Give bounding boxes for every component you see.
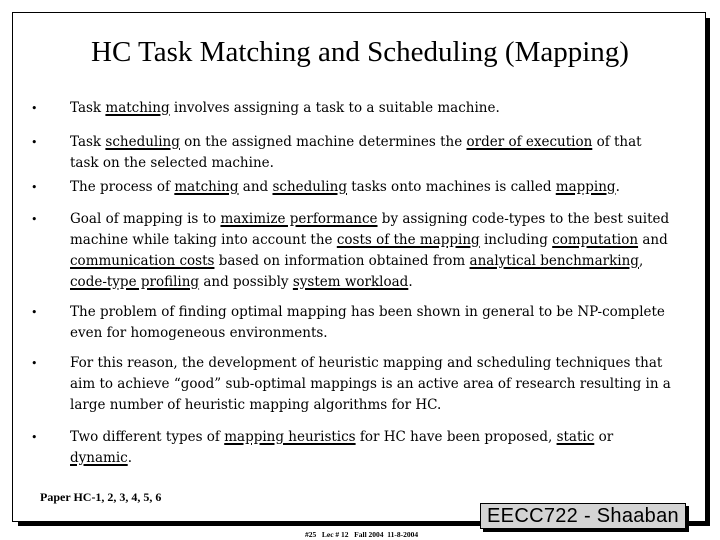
bullet-mapping-definition	[31, 177, 671, 198]
bullet-text: The process of matching and scheduling tasks onto machines is called mapping.	[70, 179, 620, 195]
bullet-dot: •	[31, 306, 38, 319]
bullet-text: Two different types of mapping heuristics for HC have been proposed, static or dynamic.	[70, 429, 614, 466]
bullet-text: Task matching involves assigning a task to a suitable machine.	[70, 100, 500, 116]
bullet-dot: •	[31, 102, 38, 115]
bullet-text: For this reason, the development of heuristic mapping and scheduling techniques that aim to achieve “good” sub-optimal mappings is an active area of research resulting in a large number of heuristic mapping algorithms for HC.	[70, 355, 671, 413]
bullet-text: The problem of finding optimal mapping has been shown in general to be NP-complete even for homogeneous environments.	[70, 304, 665, 341]
bullet-dot: •	[31, 431, 38, 444]
bullet-dot: •	[31, 213, 38, 226]
bullet-dot: •	[31, 357, 38, 370]
paper-reference: Paper HC-1, 2, 3, 4, 5, 6	[40, 490, 162, 504]
bullet-dot: •	[31, 181, 38, 194]
bullet-matching	[31, 98, 671, 119]
bullet-goal-of-mapping	[31, 209, 671, 293]
bullet-scheduling	[31, 132, 671, 174]
bullet-dot: •	[31, 136, 38, 149]
frame-shadow-right	[706, 18, 710, 526]
bullet-heuristics-research	[31, 353, 671, 416]
bullet-np-complete	[31, 302, 671, 344]
course-badge: EECC722 - Shaaban	[480, 503, 686, 529]
slide-title: HC Task Matching and Scheduling (Mapping)	[91, 36, 629, 68]
bullet-heuristic-types	[31, 427, 671, 469]
bullet-text: Goal of mapping is to maximize performance by assigning code-types to the best suited machine while taking into account the costs of the mapping including computation and communication costs based on information obtained from analytical benchmarking, code-type profiling and possibly system workload.	[70, 211, 670, 290]
bullet-text: Task scheduling on the assigned machine determines the order of execution of that task on the selected machine.	[70, 134, 642, 171]
slide-footer: #25 Lec # 12 Fall 2004 11-8-2004	[305, 530, 419, 539]
